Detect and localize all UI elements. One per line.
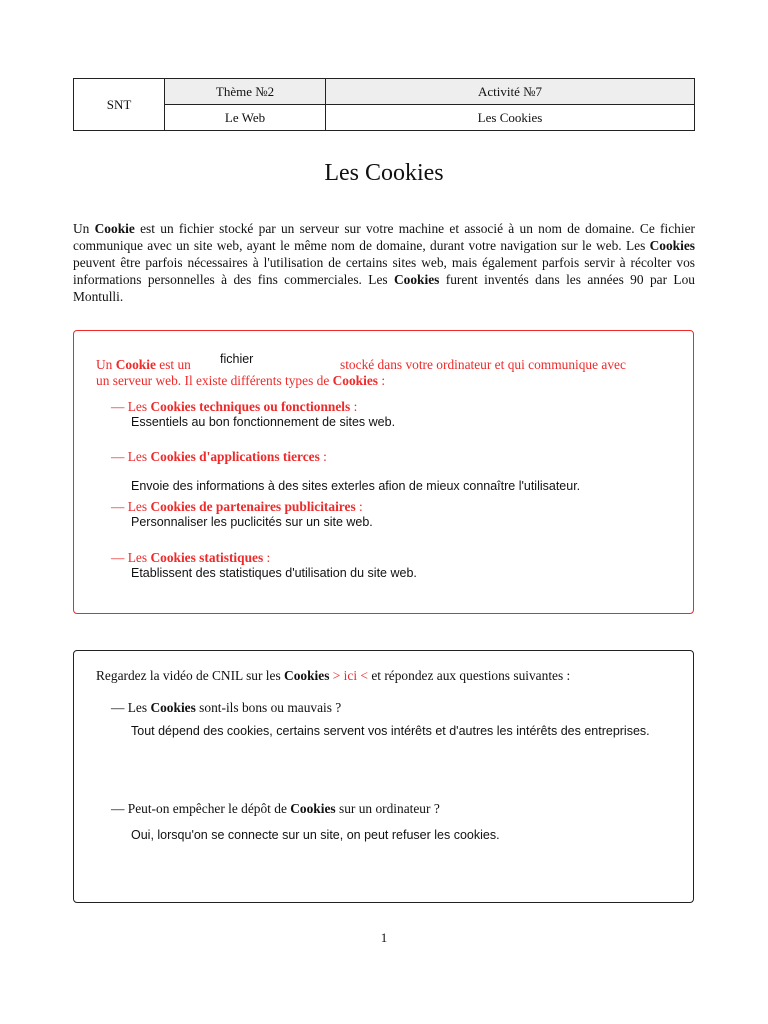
header-table bbox=[73, 78, 695, 131]
question-2: — Peut-on empêcher le dépôt de Cookies sur un ordinateur ? bbox=[111, 801, 440, 816]
theme-value-cell: Le Web bbox=[165, 105, 326, 131]
answer-2[interactable]: Oui, lorsqu'on se connecte sur un site, on peut refuser les cookies. bbox=[131, 828, 500, 842]
cookie-type-1-answer[interactable]: Essentiels au bon fonctionnement de sites web. bbox=[131, 415, 396, 429]
page-title: Les Cookies bbox=[324, 160, 444, 186]
questions-intro: Regardez la vidéo de CNIL sur les Cookies > ici < et répondez aux questions suivantes : bbox=[96, 668, 571, 683]
questions-box bbox=[73, 650, 694, 903]
cookie-type-2: — Les Cookies d'applications tierces : bbox=[111, 449, 327, 464]
cnil-video-link[interactable]: > ici < bbox=[332, 668, 368, 683]
theme-label-cell: Thème №2 bbox=[165, 79, 326, 105]
definition-line-1b: stocké dans votre ordinateur et qui communique avec bbox=[340, 357, 626, 372]
page-number: 1 bbox=[380, 930, 388, 945]
activity-label-cell: Activité №7 bbox=[326, 79, 695, 105]
cookie-type-2-answer[interactable]: Envoie des informations à des sites exterles afion de mieux connaître l'utilisateur. bbox=[131, 479, 581, 493]
definition-line-2: un serveur web. Il existe différents types de Cookies : bbox=[96, 373, 386, 388]
cookie-type-1: — Les Cookies techniques ou fonctionnels : bbox=[111, 399, 358, 414]
cookie-type-4-answer[interactable]: Etablissent des statistiques d'utilisation du site web. bbox=[131, 566, 417, 580]
question-1: — Les Cookies sont-ils bons ou mauvais ? bbox=[111, 700, 342, 715]
cookie-type-3: — Les Cookies de partenaires publicitaires : bbox=[111, 499, 363, 514]
subject-cell: SNT bbox=[74, 79, 165, 131]
fill-in-answer[interactable]: fichier bbox=[220, 352, 254, 366]
activity-value-cell: Les Cookies bbox=[326, 105, 695, 131]
definition-line-1a: Un Cookie est un bbox=[96, 357, 191, 372]
intro-paragraph: Un Cookie est un fichier stocké par un serveur sur votre machine et associé à un nom de domaine. Ce fichier communique avec un site web, ayant le même nom de domaine, durant votre navigation sur le web. Les Cookies peuvent être parfois nécessaires à l'utilisation de certains sites web, mais également parfois servir à récolter vos informations personnelles à des fins commerciales. Les Cookies furent inventés dans les années 90 par Lou Montulli. bbox=[73, 221, 695, 304]
answer-1[interactable]: Tout dépend des cookies, certains servent vos intérêts et d'autres les intérêts des entreprises. bbox=[131, 724, 650, 738]
cookie-type-4: — Les Cookies statistiques : bbox=[111, 550, 271, 565]
cookie-type-3-answer[interactable]: Personnaliser les puclicités sur un site web. bbox=[131, 515, 373, 529]
